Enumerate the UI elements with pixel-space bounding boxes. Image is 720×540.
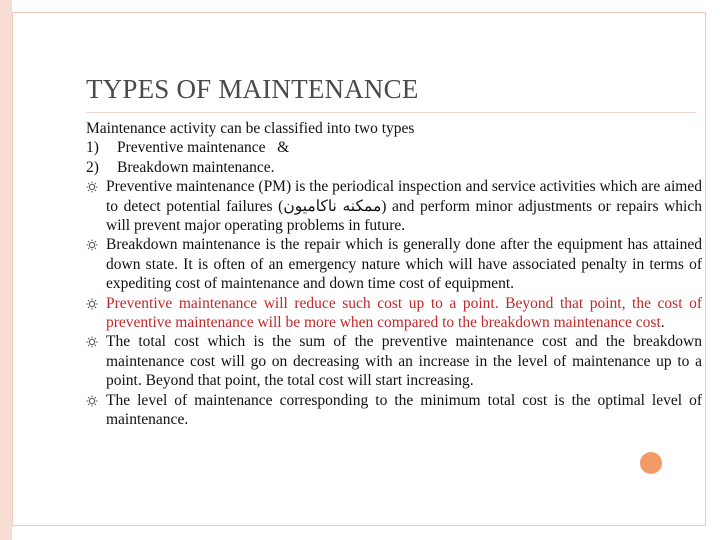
bullet-item	[86, 391, 702, 430]
type-number: 2)	[86, 158, 99, 176]
type-item-2	[86, 158, 702, 177]
slide-body	[86, 119, 702, 430]
bullet-item	[86, 332, 702, 390]
title-divider	[86, 112, 696, 113]
bullet-list	[86, 177, 702, 429]
bullet-text-end: .	[660, 314, 665, 332]
type-label: Preventive maintenance &	[117, 139, 290, 157]
bullet-sun-icon	[86, 298, 98, 310]
arabic-term: ممكنه ناكاميون	[283, 197, 382, 215]
bullet-sun-icon	[86, 336, 98, 348]
bullet-text-highlighted: Preventive maintenance will reduce such cost up to a point. Beyond that point, the cost of preventive maintenance will be more when compared to the breakdown maintenance cost	[106, 294, 702, 332]
bullet-item	[86, 294, 702, 333]
type-number: 1)	[86, 139, 99, 157]
slide-title: TYPES OF MAINTENANCE	[86, 74, 419, 104]
intro-text: Maintenance activity can be classified into two types	[86, 120, 415, 137]
bullet-text: The level of maintenance corresponding to the minimum total cost is the optimal level of maintenance.	[106, 391, 702, 429]
decorative-circle	[640, 452, 662, 474]
bullet-item	[86, 235, 702, 293]
bullet-text: Breakdown maintenance is the repair which is generally done after the equipment has attained down state. It is often of an emergency nature which will have associated penalty in terms of expediting cost of maintenance and down time cost of equipment.	[106, 236, 702, 293]
type-item-1	[86, 138, 702, 157]
bullet-text-end: ) and perform minor adjustments or repairs which will prevent major operating problems in future.	[106, 197, 702, 235]
bullet-text: Preventive maintenance (PM) is the periodical inspection and service activities which are aimed to detect potential failures (	[106, 178, 702, 215]
type-label: Breakdown maintenance.	[117, 158, 275, 176]
bullet-sun-icon	[86, 239, 98, 251]
bullet-sun-icon	[86, 181, 98, 193]
slide-left-band	[0, 0, 12, 540]
bullet-sun-icon	[86, 395, 98, 407]
bullet-item	[86, 177, 702, 235]
bullet-text: The total cost which is the sum of the preventive maintenance cost and the breakdown maintenance cost will go on decreasing with an increase in the level of maintenance up to a point. Beyond that point, the total cost will start increasing.	[106, 333, 702, 390]
